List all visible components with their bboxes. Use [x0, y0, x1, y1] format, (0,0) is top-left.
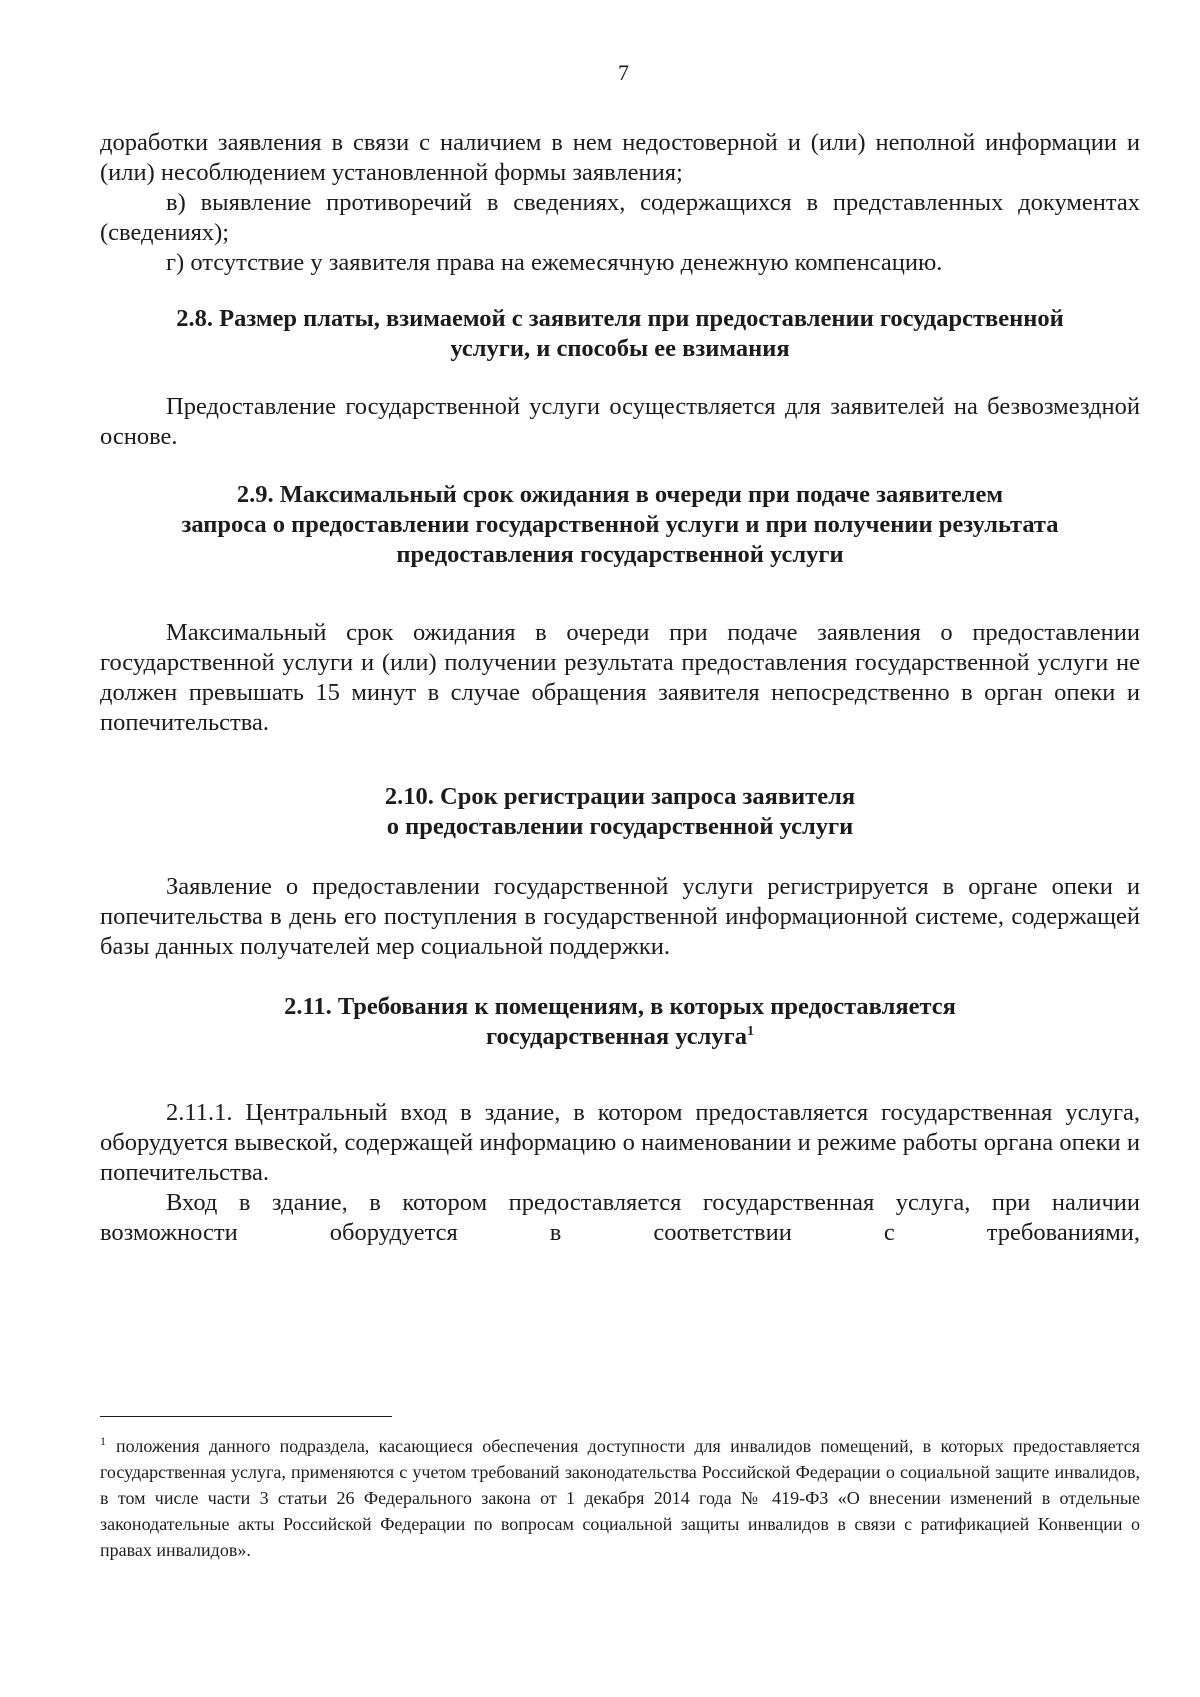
- section-2-11-heading-line-2: государственная услуга: [486, 1023, 747, 1050]
- paragraph-max-waiting-time: Максимальный срок ожидания в очереди при подаче заявления о предоставлении государственной услуги и (или) получении результата предоставления государственной услуги не должен превышать 15 минут в случае обращения заявителя непосредственно в орган опеки и попечительства.: [100, 619, 1140, 736]
- section-2-9-heading-line-3: предоставления государственной услуги: [396, 541, 844, 568]
- section-2-11-heading-line-1: 2.11. Требования к помещениям, в которых предоставляется: [284, 993, 956, 1020]
- paragraph-registration-term: Заявление о предоставлении государственной услуги регистрируется в органе опеки и попечительства в день его поступления в государственной информационной системе, содержащей базы данных получателей мер социальной поддержки.: [100, 873, 1140, 960]
- section-2-9-heading-line-1: 2.9. Максимальный срок ожидания в очереди при подаче заявителем: [236, 481, 1004, 508]
- section-2-9-heading: [100, 480, 1140, 570]
- section-2-10-heading: [100, 782, 1140, 842]
- section-2-10-body: [100, 872, 1140, 962]
- section-2-10-heading-line-2: о предоставлении государственной услуги: [386, 813, 854, 840]
- section-2-9-body: [100, 618, 1140, 738]
- paragraph-free-of-charge: Предоставление государственной услуги осуществляется для заявителей на безвозмездной основе.: [100, 393, 1140, 450]
- section-2-8-body: [100, 392, 1140, 452]
- section-2-11-heading: [100, 992, 1140, 1052]
- section-2-11-body: [100, 1098, 1140, 1248]
- footnote-reference[interactable]: 1: [746, 1024, 754, 1039]
- paragraph-refusal-grounds-v: в) выявление противоречий в сведениях, содержащихся в представленных документах (сведениях);: [100, 189, 1140, 246]
- footnote-separator: [100, 1416, 392, 1417]
- section-2-10-heading-line-1: 2.10. Срок регистрации запроса заявителя: [384, 783, 856, 810]
- paragraph-refusal-grounds-g: г) отсутствие у заявителя права на ежемесячную денежную компенсацию.: [166, 249, 943, 276]
- paragraph-central-entrance: 2.11.1. Центральный вход в здание, в котором предоставляется государственная услуга, оборудуется вывеской, содержащей информацию о наименовании и режиме работы органа опеки и попечительства.: [100, 1099, 1140, 1186]
- paragraph-refusal-grounds-b-continued: доработки заявления в связи с наличием в нем недостоверной и (или) неполной информации и (или) несоблюдением установленной формы заявления;: [100, 129, 1140, 186]
- section-2-7-continuation: [100, 128, 1140, 278]
- paragraph-entrance-equipment: Вход в здание, в котором предоставляется государственная услуга, при наличии возможности оборудуется в соответствии с требованиями,: [100, 1189, 1140, 1246]
- footnote-text: положения данного подраздела, касающиеся обеспечения доступности для инвалидов помещений, в которых предоставляется государственная услуга, применяются с учетом требований законодательства Российской Федерации о социальной защите инвалидов, в том числе части 3 статьи 26 Федерального закона от 1 декабря 2014 года № 419-ФЗ «О внесении изменений в отдельные законодательные акты Российской Федерации по вопросам социальной защиты инвалидов в связи с ратификацией Конвенции о правах инвалидов».: [100, 1436, 1140, 1560]
- page-number: 7: [618, 60, 629, 85]
- section-2-9-heading-line-2: запроса о предоставлении государственной услуги и при получении результата: [181, 511, 1059, 538]
- footnote: [100, 1433, 1140, 1563]
- section-2-8-heading-line-1: 2.8. Размер платы, взимаемой с заявителя при предоставлении государственной: [176, 305, 1064, 332]
- footnote-marker: 1: [100, 1434, 106, 1448]
- section-2-8-heading: [100, 304, 1140, 364]
- section-2-8-heading-line-2: услуги, и способы ее взимания: [450, 335, 790, 362]
